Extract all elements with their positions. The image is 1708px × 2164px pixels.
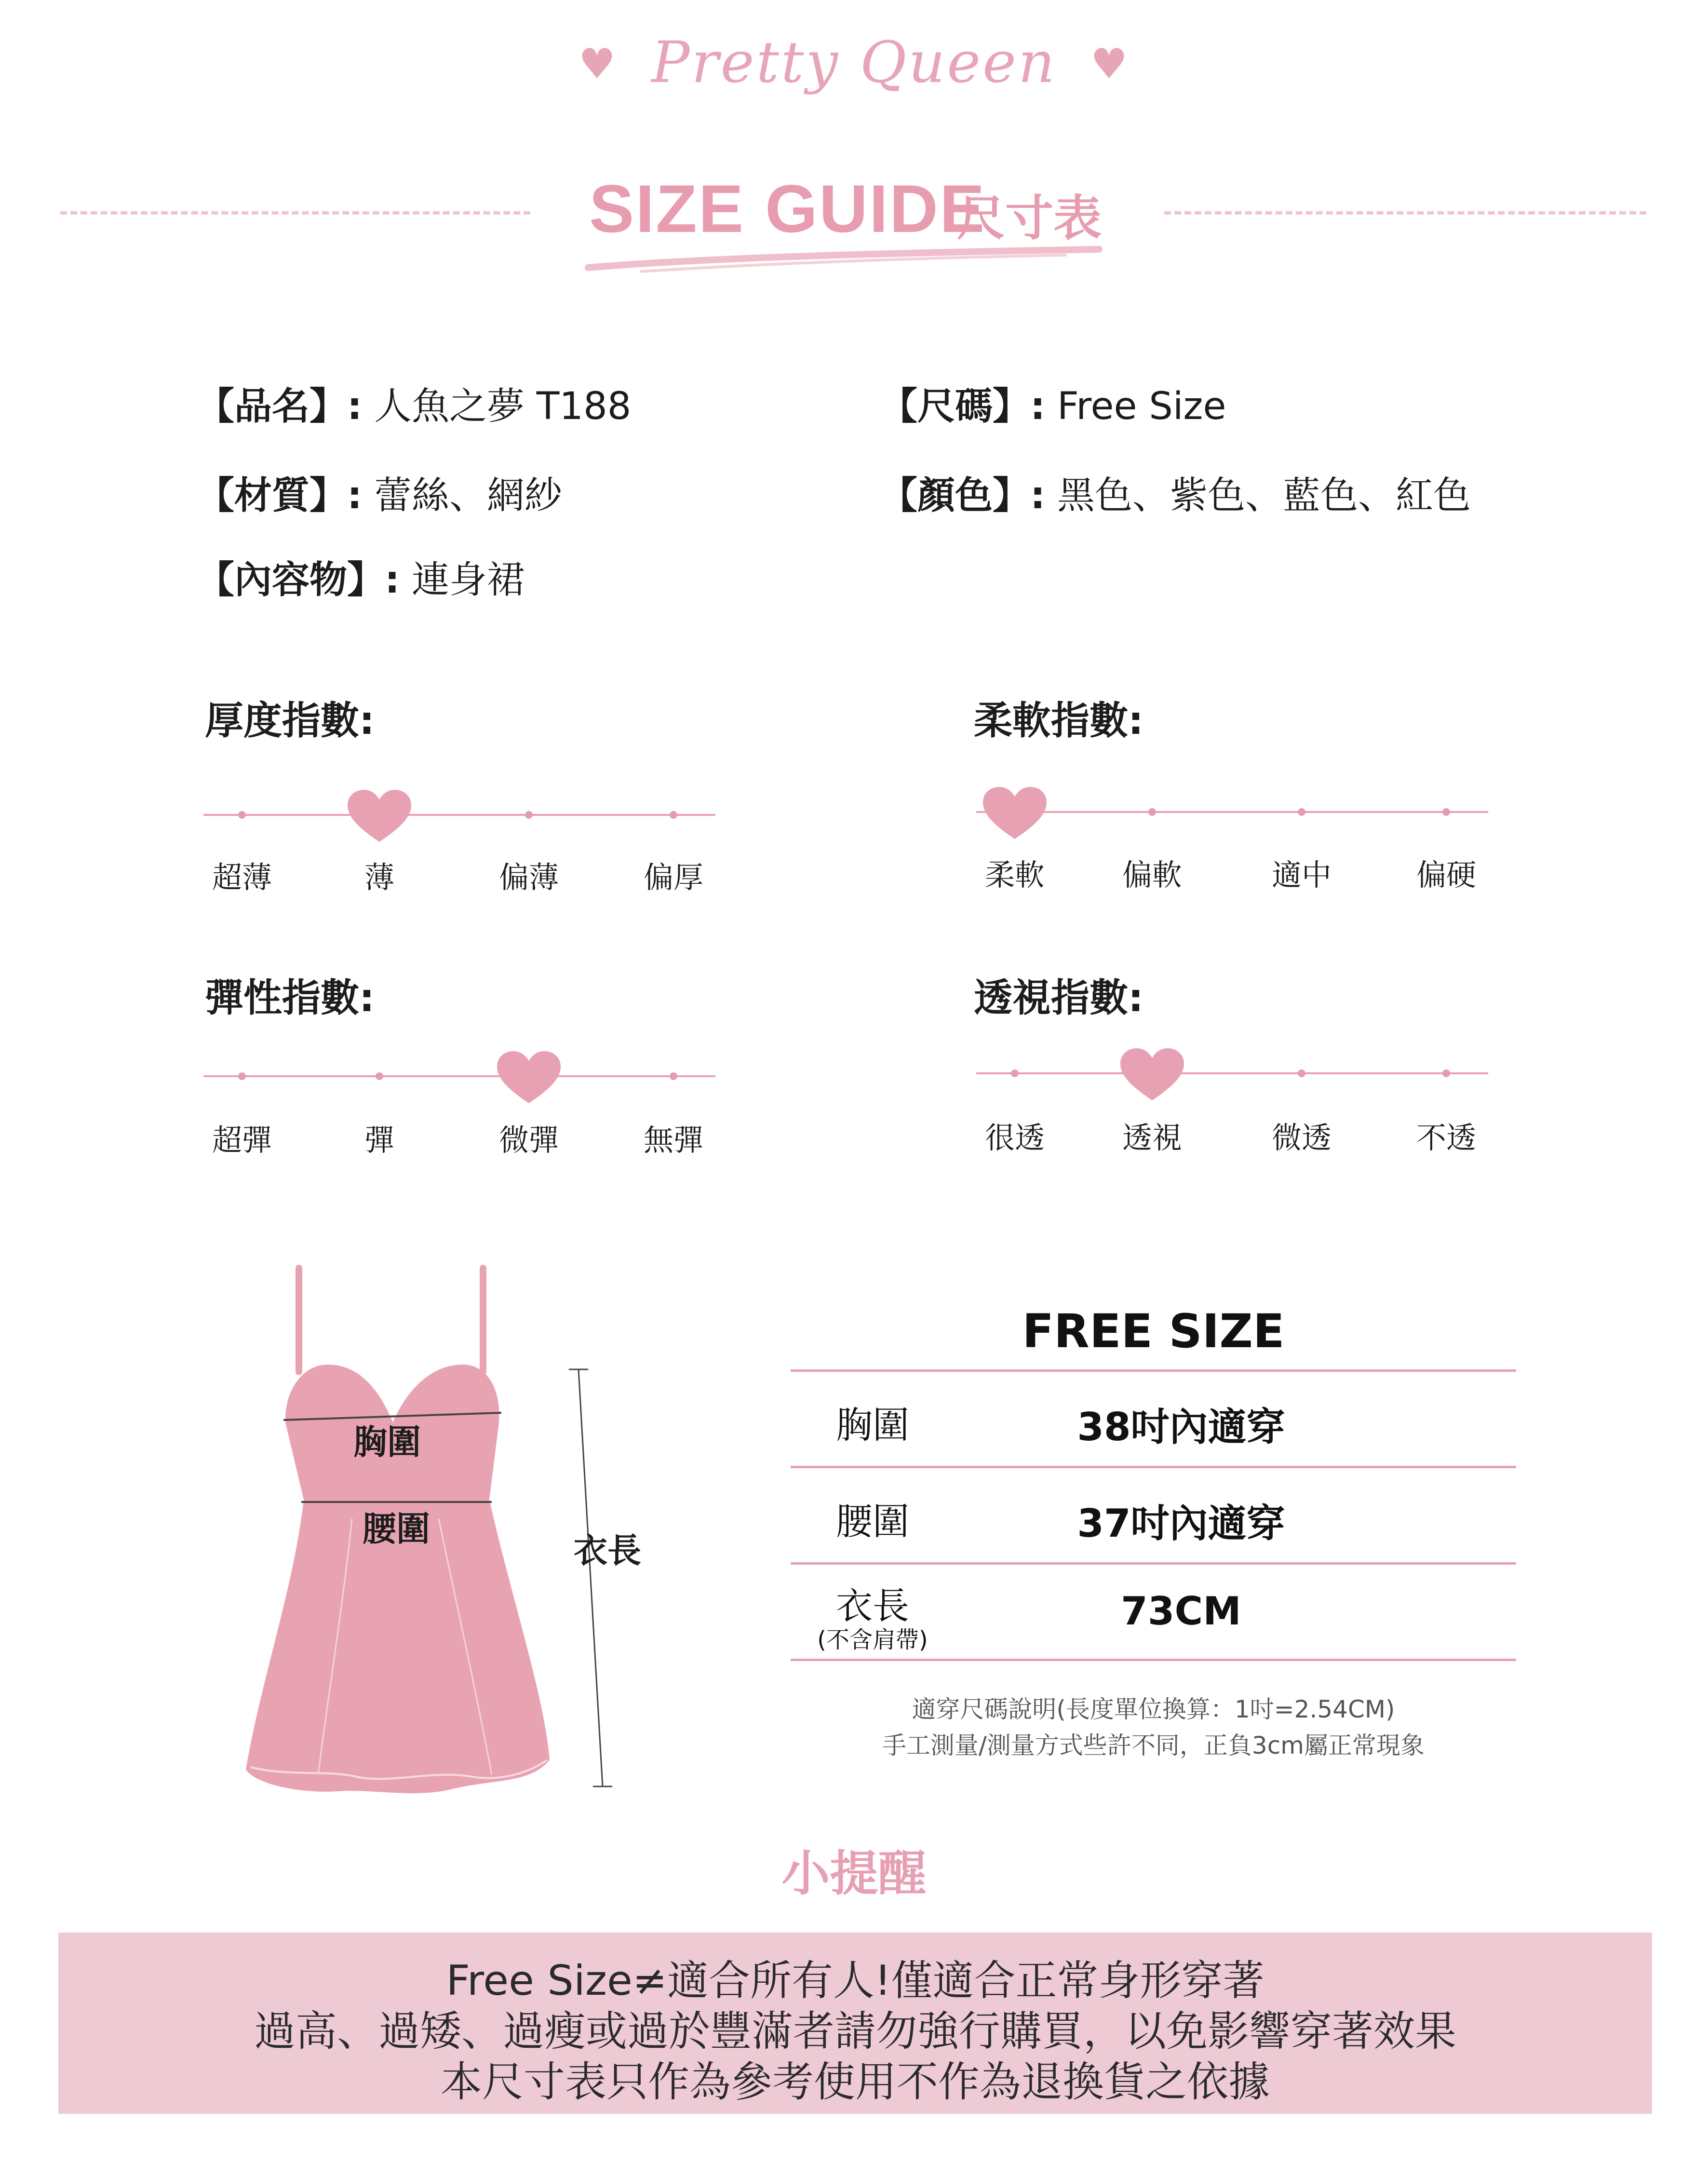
heart-icon: ♥ — [1090, 40, 1130, 88]
transparency-labels — [976, 1114, 1488, 1155]
info-color-value: 黑色、紫色、藍色、紅色 — [1045, 474, 1471, 517]
scale-label: 超彈 — [212, 1123, 272, 1158]
scale-track — [203, 1075, 715, 1077]
row-length-label: 衣長 — [836, 1584, 909, 1627]
scale-label: 微彈 — [498, 1123, 559, 1158]
elasticity-title: 彈性指數: — [205, 975, 375, 1020]
row-bust-label: 胸圍 — [836, 1404, 909, 1447]
heart-icon: ♥ — [578, 40, 618, 88]
divider-right — [1164, 211, 1646, 215]
scale-dot — [1298, 1069, 1305, 1077]
table-rule — [791, 1659, 1516, 1661]
info-size-key: 【尺碼】: — [880, 385, 1046, 428]
reminder-line: 過高、過矮、過瘦或過於豐滿者請勿強行購買，以免影響穿著效果 — [254, 2007, 1456, 2056]
scale-dot — [1442, 1069, 1450, 1077]
table-rule — [791, 1562, 1516, 1565]
thickness-labels — [203, 853, 715, 895]
scale-label: 無彈 — [643, 1123, 704, 1158]
scale-label: 偏厚 — [643, 860, 704, 895]
reminder-line: 本尺寸表只作為參考使用不作為退換貨之依據 — [441, 2058, 1270, 2106]
thickness-scale — [203, 789, 715, 842]
scale-label: 彈 — [364, 1123, 395, 1158]
selected-heart-icon — [1118, 1046, 1186, 1104]
info-name — [197, 376, 631, 430]
transparency-scale — [976, 1047, 1488, 1100]
scale-track — [203, 814, 715, 816]
scale-dot — [1298, 808, 1305, 816]
selected-heart-icon — [495, 1049, 563, 1107]
scale-dot — [376, 1072, 383, 1080]
info-name-value: 人魚之夢 T188 — [362, 385, 632, 428]
size-table-header: FREE SIZE — [1022, 1304, 1285, 1358]
dress-bust-label: 胸圍 — [353, 1422, 421, 1462]
reminder-box — [58, 1933, 1652, 2114]
scale-label: 偏硬 — [1416, 857, 1477, 893]
scale-label: 超薄 — [212, 860, 272, 895]
scale-dot — [670, 811, 677, 819]
scale-label: 柔軟 — [984, 857, 1045, 893]
elasticity-scale — [203, 1050, 715, 1103]
info-material — [197, 465, 562, 519]
info-color-key: 【顏色】: — [880, 474, 1046, 517]
brand-logo — [0, 29, 1708, 95]
softness-labels — [976, 851, 1488, 893]
scale-label: 不透 — [1416, 1120, 1477, 1155]
info-name-key: 【品名】: — [197, 385, 363, 428]
row-waist-value: 37吋內適穿 — [1077, 1501, 1285, 1546]
selected-heart-icon — [346, 788, 413, 846]
dress-waist-label: 腰圍 — [363, 1509, 430, 1549]
size-note-2: 手工測量/測量方式些許不同，正負3cm屬正常現象 — [882, 1731, 1425, 1759]
size-note-1: 適穿尺碼說明(長度單位換算：1吋=2.54CM) — [912, 1695, 1395, 1723]
info-contents-key: 【內容物】: — [197, 558, 400, 602]
scale-label: 偏軟 — [1122, 857, 1183, 893]
info-size — [880, 376, 1226, 430]
softness-title: 柔軟指數: — [974, 698, 1143, 743]
scale-dot — [670, 1072, 677, 1080]
scale-track — [976, 1072, 1488, 1074]
scale-label: 適中 — [1271, 857, 1332, 893]
row-bust-value: 38吋內適穿 — [1077, 1405, 1285, 1449]
dress-length-label: 衣長 — [574, 1531, 641, 1570]
elasticity-labels — [203, 1116, 715, 1158]
info-material-key: 【材質】: — [197, 474, 363, 517]
selected-heart-icon — [981, 785, 1049, 843]
scale-label: 很透 — [984, 1120, 1045, 1155]
reminder-line: Free Size≠適合所有人!僅適合正常身形穿著 — [446, 1957, 1264, 2005]
scale-label: 透視 — [1122, 1120, 1183, 1155]
table-rule — [791, 1466, 1516, 1468]
row-length-value: 73CM — [1121, 1589, 1241, 1634]
transparency-title: 透視指數: — [974, 975, 1143, 1020]
scale-label: 偏薄 — [498, 860, 559, 895]
scale-track — [976, 811, 1488, 813]
scale-dot — [1442, 808, 1450, 816]
info-color — [880, 465, 1471, 519]
brand-name: Pretty Queen — [651, 29, 1057, 95]
info-contents-value: 連身裙 — [400, 558, 525, 602]
row-length-sub: (不含肩帶) — [817, 1626, 928, 1653]
divider-left — [60, 211, 530, 215]
brush-underline — [583, 243, 1104, 277]
scale-dot — [1148, 808, 1156, 816]
softness-scale — [976, 786, 1488, 839]
info-material-value: 蕾絲、網紗 — [362, 474, 562, 517]
info-size-value: Free Size — [1045, 385, 1226, 428]
table-rule — [791, 1369, 1516, 1372]
page-title-zh: 尺寸表 — [957, 190, 1102, 246]
scale-dot — [238, 811, 246, 819]
row-waist-label: 腰圍 — [836, 1500, 909, 1543]
scale-label: 微透 — [1271, 1120, 1332, 1155]
scale-dot — [525, 811, 533, 819]
scale-dot — [238, 1072, 246, 1080]
scale-label: 薄 — [364, 860, 395, 895]
scale-dot — [1011, 1069, 1019, 1077]
reminder-title: 小提醒 — [781, 1845, 927, 1902]
info-contents — [197, 550, 525, 604]
page-title-en: SIZE GUIDE — [589, 171, 986, 246]
thickness-title: 厚度指數: — [205, 698, 375, 743]
